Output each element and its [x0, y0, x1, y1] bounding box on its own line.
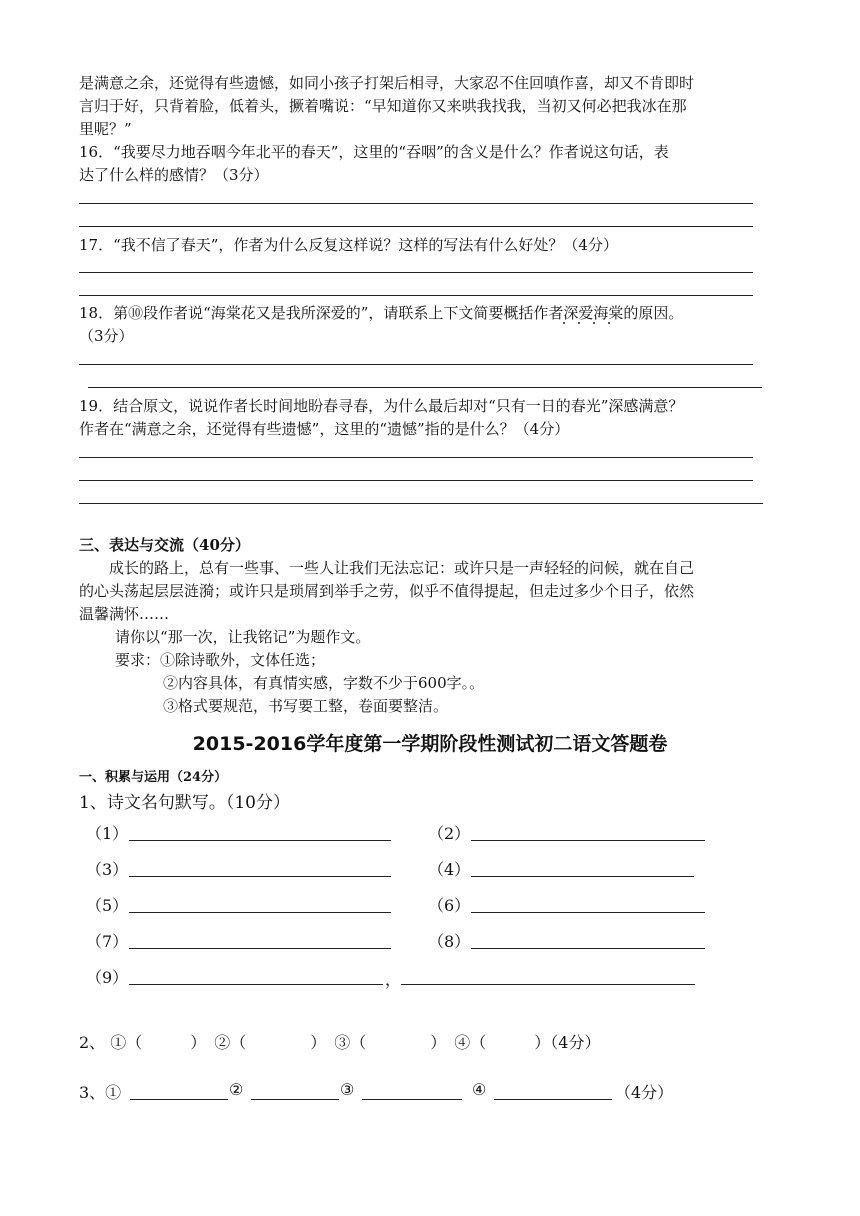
blank-label-3: （3） — [86, 860, 129, 879]
blank-label-1: （1） — [86, 824, 129, 843]
essay-requirement-1: 要求：①除诗歌外，文体任选； — [115, 651, 326, 669]
question-16-line-2: 达了什么样的感情？（3分） — [79, 166, 269, 184]
passage-line-3: 里呢？” — [79, 120, 132, 138]
answer-line[interactable] — [79, 364, 753, 365]
q3-blank-4[interactable] — [494, 1099, 612, 1100]
comma: ， — [385, 970, 402, 989]
question-19-line-1: 19．结合原文，说说作者长时间地盼春寻春，为什么最后却对“只有一日的春光”深感满意？ — [79, 397, 684, 415]
answer-line[interactable] — [79, 226, 753, 227]
blank-label-5: （5） — [86, 896, 129, 915]
essay-intro-line-2: 的心头荡起层层涟漪；或许只是琐屑到举手之劳，似乎不值得提起，但走过多少个日子，依然 — [79, 582, 695, 600]
blank-label-8: （8） — [428, 932, 471, 951]
answer-line[interactable] — [79, 457, 753, 458]
blank-label-6: （6） — [428, 896, 471, 915]
question-17: 17．“我不信了春天”，作者为什么反复这样说？这样的写法有什么好处？（4分） — [79, 236, 618, 254]
blank-input-9a[interactable] — [129, 984, 383, 985]
q3-blank-2[interactable] — [251, 1099, 339, 1100]
blank-label-2: （2） — [428, 824, 471, 843]
answer-line[interactable] — [79, 203, 753, 204]
question-1-label: 1、诗文名句默写。（10分） — [79, 793, 290, 813]
blank-input-7[interactable] — [129, 948, 391, 949]
passage-line-2: 言归于好，只背着脸，低着头，撅着嘴说：“早知道你又来哄我找我，当初又何必把我冰在那 — [79, 97, 687, 115]
essay-requirement-2: ②内容具体，有真情实感，字数不少于600字。。 — [163, 674, 485, 692]
question-3-label: 3、① — [79, 1083, 122, 1102]
answer-line[interactable] — [88, 387, 762, 388]
answer-line[interactable] — [79, 272, 753, 273]
emphasis-dot — [608, 322, 610, 324]
emphasis-dot — [578, 322, 580, 324]
blank-input-8[interactable] — [471, 948, 705, 949]
answer-sheet-title: 2015-2016学年度第一学期阶段性测试初二语文答题卷 — [192, 733, 668, 755]
essay-intro-line-3: 温馨满怀…… — [79, 605, 170, 623]
question-16-line-1: 16．“我要尽力地吞咽今年北平的春天”，这里的“吞咽”的含义是什么？作者说这句话，表 — [79, 143, 669, 161]
q3-mark-3: ③ — [340, 1080, 355, 1099]
question-2-row: 2、 ①（ ） ②（ ） ③（ ） ④（ ）（4分） — [79, 1033, 601, 1052]
q3-mark-4: ④ — [472, 1080, 487, 1099]
section-1-heading: 一、积累与运用（24分） — [79, 770, 228, 785]
q3-blank-1[interactable] — [130, 1099, 228, 1100]
essay-prompt: 请你以“那一次，让我铭记”为题作文。 — [115, 628, 371, 646]
blank-input-6[interactable] — [471, 912, 705, 913]
blank-input-5[interactable] — [129, 912, 391, 913]
essay-intro-line-1: 成长的路上，总有一些事、一些人让我们无法忘记：或许只是一声轻轻的问候，就在自己 — [109, 559, 695, 577]
blank-input-4[interactable] — [471, 876, 694, 877]
blank-input-1[interactable] — [129, 840, 391, 841]
emphasis-dot — [563, 322, 565, 324]
question-18-line-2: （3分） — [79, 327, 134, 345]
blank-input-3[interactable] — [129, 876, 391, 877]
answer-line[interactable] — [79, 503, 763, 504]
question-19-line-2: 作者在“满意之余，还觉得有些遗憾”，这里的“遗憾”指的是什么？（4分） — [79, 420, 570, 438]
section-3-heading: 三、表达与交流（40分） — [79, 536, 250, 554]
passage-line-1: 是满意之余，还觉得有些遗憾，如同小孩子打架后相寻，大家忍不住回嗔作喜，却又不肯即时 — [79, 74, 695, 92]
blank-label-9: （9） — [86, 968, 129, 987]
essay-requirement-3: ③格式要规范，书写要工整，卷面要整洁。 — [163, 697, 449, 715]
answer-line[interactable] — [79, 295, 753, 296]
blank-input-9b[interactable] — [401, 984, 695, 985]
q3-blank-3[interactable] — [362, 1099, 462, 1100]
blank-input-2[interactable] — [471, 840, 705, 841]
q3-score: （4分） — [615, 1083, 674, 1102]
blank-label-7: （7） — [86, 932, 129, 951]
emphasis-dot — [593, 322, 595, 324]
question-18-line-1: 18．第⑩段作者说“海棠花又是我所深爱的”，请联系上下文简要概括作者深爱海棠的原因。 — [79, 304, 684, 322]
blank-label-4: （4） — [428, 860, 471, 879]
q3-mark-2: ② — [229, 1080, 244, 1099]
answer-line[interactable] — [79, 480, 753, 481]
